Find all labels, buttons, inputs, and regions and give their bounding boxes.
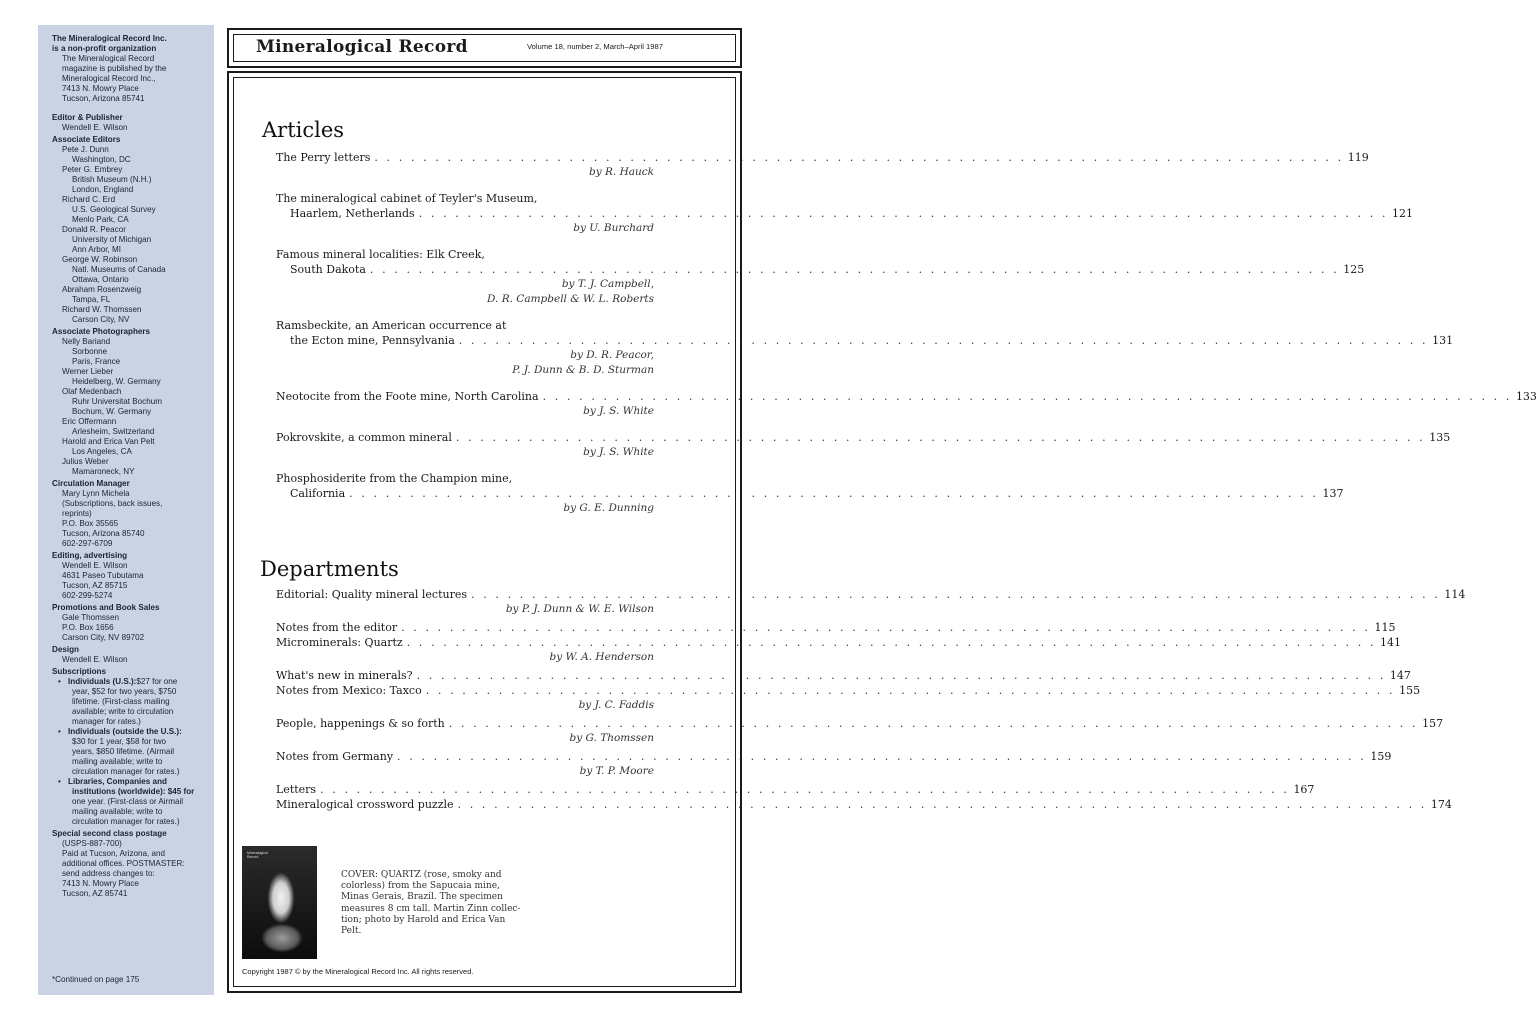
subscription-lead: Individuals (U.S.): — [68, 677, 137, 686]
associate-editors-list — [52, 145, 208, 325]
department-title-row — [276, 620, 1396, 635]
department-page-number: 167 — [1293, 783, 1315, 796]
subscription-text: circulation manager for rates.) — [72, 817, 180, 826]
article-entry — [276, 430, 1451, 460]
publisher-line: is a non-profit organization — [52, 44, 157, 53]
person-name: Pete J. Dunn — [62, 145, 109, 154]
publisher-line: Tucson, Arizona 85741 — [62, 94, 145, 103]
person-affiliation: Ann Arbor, MI — [72, 245, 122, 254]
dot-leader: . . . . . . . . . . . . . . . . . . . . . . . . . . . . . . . . . . . . . . . . . . . . . . . . . . . . . . . . . . . . . . . . . . . . . . . . . . . . . . . . — [425, 684, 1396, 697]
dot-leader: . . . . . . . . . . . . . . . . . . . . . . . . . . . . . . . . . . . . . . . . . . . . . . . . . . . . . . . . . . . . . . . . . . . . . . . . . . . . . . . . — [397, 750, 1367, 763]
article-page-number: 137 — [1322, 487, 1344, 500]
publisher-line: magazine is published by the — [62, 64, 167, 73]
person-affiliation: Sorbonne — [72, 347, 108, 356]
subscriptions-list — [52, 677, 208, 827]
article-entry — [276, 150, 1369, 180]
article-title: the Ecton mine, Pennsylvania — [290, 334, 455, 347]
publisher-block — [52, 34, 208, 104]
department-page-number: 174 — [1430, 798, 1452, 811]
article-title: Pokrovskite, a common mineral — [276, 431, 452, 444]
person-affiliation: Ottawa, Ontario — [72, 275, 129, 284]
cover-caption — [341, 870, 521, 937]
article-title: California — [290, 487, 346, 500]
continued-note: *Continued on page 175 — [52, 975, 140, 984]
info-line: (Subscriptions, back issues, — [62, 499, 163, 508]
copyright-notice: Copyright 1987 © by the Mineralogical Record Inc. All rights reserved. — [242, 967, 474, 976]
cover-logo: Mineralogical Record — [247, 851, 268, 859]
articles-heading: Articles — [262, 118, 345, 142]
info-line: Paid at Tucson, Arizona, and — [62, 849, 166, 858]
dot-leader: . . . . . . . . . . . . . . . . . . . . . . . . . . . . . . . . . . . . . . . . . . . . . . . . . . . . . . . . . . . . . . . . . . . . . . . . . . . . . . . . — [448, 717, 1419, 730]
articles-list — [276, 150, 1537, 527]
article-author: D. R. Campbell & W. L. Roberts — [486, 293, 654, 305]
person-affiliation: Menlo Park, CA — [72, 215, 129, 224]
design-lines — [52, 655, 208, 665]
person-affiliation: U.S. Geological Survey — [72, 205, 156, 214]
person-name: Peter G. Embrey — [62, 165, 123, 174]
department-title-row — [276, 797, 1452, 812]
dot-leader: . . . . . . . . . . . . . . . . . . . . . . . . . . . . . . . . . . . . . . . . . . . . . . . . . . . . . . . . . . . . . . . . . . . . . . . . . . . . . . . . — [406, 636, 1377, 649]
subscription-text: manager for rates.) — [72, 717, 141, 726]
bullet-icon: • — [58, 677, 61, 686]
cover-image — [242, 846, 317, 959]
article-page-number: 125 — [1343, 263, 1365, 276]
article-title: Famous mineral localities: Elk Creek, — [276, 248, 485, 261]
editor-heading: Editor & Publisher — [52, 113, 123, 122]
editor-name: Wendell E. Wilson — [62, 123, 128, 132]
person-affiliation: Paris, France — [72, 357, 121, 366]
subscription-text: mailing available; write to — [72, 757, 163, 766]
person-name: Eric Offermann — [62, 417, 117, 426]
dot-leader: . . . . . . . . . . . . . . . . . . . . . . . . . . . . . . . . . . . . . . . . . . . . . . . . . . . . . . . . . . . . . . . . . . . . . . . . . . . . . . . . — [349, 487, 1319, 500]
department-title: What's new in minerals? — [276, 669, 413, 682]
circulation-lines — [52, 489, 208, 549]
info-line: 602-297-6709 — [62, 539, 113, 548]
photographers-list — [52, 337, 208, 477]
department-title: Notes from Mexico: Taxco — [276, 684, 422, 697]
caption-line: measures 8 cm tall. Martin Zinn collec- — [341, 903, 521, 914]
subscriptions-heading: Subscriptions — [52, 667, 106, 676]
article-entry — [276, 247, 1365, 307]
dot-leader: . . . . . . . . . . . . . . . . . . . . . . . . . . . . . . . . . . . . . . . . . . . . . . . . . . . . . . . . . . . . . . . . . . . . . . . . . . . . . . . . — [457, 798, 1427, 811]
article-author: by J. S. White — [583, 446, 654, 458]
person-affiliation: British Museum (N.H.) — [72, 175, 152, 184]
caption-line: Minas Gerais, Brazil. The specimen — [341, 892, 503, 903]
article-title: Phosphosiderite from the Champion mine, — [276, 472, 513, 485]
article-title-row — [276, 150, 1369, 165]
department-page-number: 114 — [1444, 588, 1466, 601]
subscription-text: $27 for one — [136, 677, 178, 686]
dot-leader: . . . . . . . . . . . . . . . . . . . . . . . . . . . . . . . . . . . . . . . . . . . . . . . . . . . . . . . . . . . . . . . . . . . . . . . . . . . . . . . . — [416, 669, 1386, 682]
promotions-lines — [52, 613, 208, 643]
person-affiliation: University of Michigan — [72, 235, 152, 244]
person-affiliation: Natl. Museums of Canada — [72, 265, 166, 274]
department-entry — [276, 668, 1411, 683]
info-line: Wendell E. Wilson — [62, 561, 128, 570]
publisher-line: The Mineralogical Record Inc. — [52, 34, 167, 43]
subscription-item — [52, 777, 208, 787]
department-author: by P. J. Dunn & W. E. Wilson — [505, 603, 654, 615]
department-title-row — [276, 635, 1402, 650]
article-title-row — [276, 206, 1414, 221]
article-author: by T. J. Campbell, — [561, 278, 654, 290]
departments-list — [276, 587, 1466, 812]
person-name: George W. Robinson — [62, 255, 138, 264]
department-page-number: 159 — [1370, 750, 1392, 763]
person-name: Harold and Erica Van Pelt — [62, 437, 155, 446]
info-line: Tucson, AZ 85741 — [62, 889, 128, 898]
subscription-lead: Individuals (outside the U.S.): — [68, 727, 182, 736]
person-affiliation: Los Angeles, CA — [72, 447, 132, 456]
bullet-icon: • — [58, 777, 61, 786]
postage-lines — [52, 839, 208, 899]
caption-line: tion; photo by Harold and Erica Van — [341, 914, 506, 925]
person-name: Abraham Rosenzweig — [62, 285, 142, 294]
person-name: Richard W. Thomssen — [62, 305, 142, 314]
department-title-row — [276, 749, 1392, 764]
dot-leader: . . . . . . . . . . . . . . . . . . . . . . . . . . . . . . . . . . . . . . . . . . . . . . . . . . . . . . . . . . . . . . . . . . . . . . . . . . . . . . . . — [455, 431, 1426, 444]
editing-heading: Editing, advertising — [52, 551, 128, 560]
subscription-text: year, $52 for two years, $750 — [72, 687, 177, 696]
publisher-line: Mineralogical Record Inc., — [62, 74, 156, 83]
department-title: Notes from the editor — [276, 621, 398, 634]
departments-heading: Departments — [260, 557, 399, 581]
department-title-row — [276, 782, 1315, 797]
dot-leader: . . . . . . . . . . . . . . . . . . . . . . . . . . . . . . . . . . . . . . . . . . . . . . . . . . . . . . . . . . . . . . . . . . . . . . . . . . . . . . . . — [542, 390, 1512, 403]
publisher-line: 7413 N. Mowry Place — [62, 84, 139, 93]
article-title: The mineralogical cabinet of Teyler's Museum, — [276, 192, 538, 205]
department-author: by G. Thomssen — [569, 732, 654, 744]
magazine-title: Mineralogical Record — [256, 37, 468, 57]
department-entry — [276, 749, 1392, 779]
person-affiliation: Carson City, NV — [72, 315, 130, 324]
photographers-heading: Associate Photographers — [52, 327, 151, 336]
person-affiliation: Heidelberg, W. Germany — [72, 377, 161, 386]
department-author: by T. P. Moore — [579, 765, 654, 777]
info-line: 7413 N. Mowry Place — [62, 879, 139, 888]
dot-leader: . . . . . . . . . . . . . . . . . . . . . . . . . . . . . . . . . . . . . . . . . . . . . . . . . . . . . . . . . . . . . . . . . . . . . . . . . . . . . . . . — [418, 207, 1389, 220]
info-line: Tucson, AZ 85715 — [62, 581, 128, 590]
person-affiliation: Mamaroneck, NY — [72, 467, 135, 476]
article-author: by U. Burchard — [573, 222, 654, 234]
department-title-row — [276, 668, 1411, 683]
info-line: send address changes to: — [62, 869, 155, 878]
department-entry — [276, 620, 1396, 635]
subscription-text: institutions (worldwide): $45 for — [72, 787, 195, 796]
info-line: 4631 Paseo Tubutama — [62, 571, 144, 580]
info-line: (USPS-887-700) — [62, 839, 122, 848]
department-title: Microminerals: Quartz — [276, 636, 403, 649]
article-title: Neotocite from the Foote mine, North Carolina — [276, 390, 539, 403]
department-author: by W. A. Henderson — [549, 651, 654, 663]
subscription-item — [52, 727, 208, 737]
associate-editors-heading: Associate Editors — [52, 135, 121, 144]
department-page-number: 155 — [1399, 684, 1421, 697]
article-entry — [276, 389, 1537, 419]
article-entry — [276, 191, 1414, 236]
article-title: South Dakota — [290, 263, 366, 276]
subscription-text: $30 for 1 year, $58 for two — [72, 737, 167, 746]
publisher-line: The Mineralogical Record — [62, 54, 155, 63]
article-entry — [276, 318, 1454, 378]
article-entry — [276, 471, 1344, 516]
department-title-row — [276, 587, 1466, 602]
bullet-icon: • — [58, 727, 61, 736]
article-title: Ramsbeckite, an American occurrence at — [276, 319, 507, 332]
info-line: 602-299-5274 — [62, 591, 113, 600]
staff-block — [52, 113, 208, 899]
person-affiliation: Arlesheim, Switzerland — [72, 427, 155, 436]
person-name: Olaf Medenbach — [62, 387, 122, 396]
article-page-number: 133 — [1515, 390, 1537, 403]
department-entry — [276, 716, 1444, 746]
department-page-number: 115 — [1374, 621, 1396, 634]
person-affiliation: London, England — [72, 185, 134, 194]
issue-info: Volume 18, number 2, March–April 1987 — [527, 42, 663, 51]
info-line: Tucson, Arizona 85740 — [62, 529, 145, 538]
article-author: by G. E. Dunning — [563, 502, 654, 514]
info-line: reprints) — [62, 509, 92, 518]
department-entry — [276, 782, 1315, 797]
caption-line: colorless) from the Sapucaia mine, — [341, 881, 500, 892]
person-name: Julius Weber — [62, 457, 109, 466]
person-name: Donald R. Peacor — [62, 225, 126, 234]
info-line: Wendell E. Wilson — [62, 655, 128, 664]
article-author: by R. Hauck — [589, 166, 654, 178]
subscription-lead: Libraries, Companies and — [68, 777, 167, 786]
department-title: Letters — [276, 783, 317, 796]
article-title-row — [276, 262, 1365, 277]
article-title-row — [276, 486, 1344, 501]
subscription-text: lifetime. (First-class mailing — [72, 697, 170, 706]
dot-leader: . . . . . . . . . . . . . . . . . . . . . . . . . . . . . . . . . . . . . . . . . . . . . . . . . . . . . . . . . . . . . . . . . . . . . . . . . . . . . . . . — [374, 151, 1344, 164]
subscription-item — [52, 677, 208, 687]
dot-leader: . . . . . . . . . . . . . . . . . . . . . . . . . . . . . . . . . . . . . . . . . . . . . . . . . . . . . . . . . . . . . . . . . . . . . . . . . . . . . . . . — [458, 334, 1429, 347]
person-name: Richard C. Erd — [62, 195, 116, 204]
info-line: P.O. Box 35565 — [62, 519, 119, 528]
subscription-text: years, $850 lifetime. (Airmail — [72, 747, 175, 756]
masthead-sidebar — [38, 25, 214, 995]
design-heading: Design — [52, 645, 79, 654]
person-name: Werner Lieber — [62, 367, 114, 376]
subscription-text: mailing available; write to — [72, 807, 163, 816]
article-author: by J. S. White — [583, 405, 654, 417]
article-author: P. J. Dunn & B. D. Sturman — [512, 364, 654, 376]
article-title-row — [276, 333, 1454, 348]
department-page-number: 141 — [1380, 636, 1402, 649]
subscription-text: circulation manager for rates.) — [72, 767, 180, 776]
circulation-heading: Circulation Manager — [52, 479, 130, 488]
subscription-text: one year. (First-class or Airmail — [72, 797, 184, 806]
info-line: Gale Thomssen — [62, 613, 119, 622]
department-title: Mineralogical crossword puzzle — [276, 798, 454, 811]
article-page-number: 121 — [1392, 207, 1414, 220]
article-title: The Perry letters — [276, 151, 371, 164]
department-entry — [276, 683, 1421, 713]
subscription-text: available; write to circulation — [72, 707, 174, 716]
dot-leader: . . . . . . . . . . . . . . . . . . . . . . . . . . . . . . . . . . . . . . . . . . . . . . . . . . . . . . . . . . . . . . . . . . . . . . . . . . . . . . . . — [369, 263, 1340, 276]
person-affiliation: Washington, DC — [72, 155, 131, 164]
info-line: P.O. Box 1656 — [62, 623, 114, 632]
promotions-heading: Promotions and Book Sales — [52, 603, 160, 612]
info-line: Mary Lynn Michela — [62, 489, 130, 498]
dot-leader: . . . . . . . . . . . . . . . . . . . . . . . . . . . . . . . . . . . . . . . . . . . . . . . . . . . . . . . . . . . . . . . . . . . . . . . . . . . . . . . . — [401, 621, 1371, 634]
article-page-number: 131 — [1432, 334, 1454, 347]
dot-leader: . . . . . . . . . . . . . . . . . . . . . . . . . . . . . . . . . . . . . . . . . . . . . . . . . . . . . . . . . . . . . . . . . . . . . . . . . . . . . . . . — [320, 783, 1290, 796]
editing-lines — [52, 561, 208, 601]
person-affiliation: Tampa, FL — [72, 295, 111, 304]
caption-line: Pelt. — [341, 926, 362, 937]
info-line: additional offices. POSTMASTER: — [62, 859, 185, 868]
department-title: Editorial: Quality mineral lectures — [276, 588, 467, 601]
department-entry — [276, 797, 1452, 812]
article-page-number: 135 — [1429, 431, 1451, 444]
article-title-row — [276, 389, 1537, 404]
info-line: Carson City, NV 89702 — [62, 633, 145, 642]
department-title: Notes from Germany — [276, 750, 394, 763]
department-entry — [276, 635, 1402, 665]
department-author: by J. C. Faddis — [578, 699, 654, 711]
caption-line: COVER: QUARTZ (rose, smoky and — [341, 870, 502, 880]
person-affiliation: Bochum, W. Germany — [72, 407, 152, 416]
department-page-number: 147 — [1389, 669, 1411, 682]
article-title: Haarlem, Netherlands — [290, 207, 415, 220]
article-author: by D. R. Peacor, — [570, 349, 654, 361]
department-title: People, happenings & so forth — [276, 717, 445, 730]
department-entry — [276, 587, 1466, 617]
article-title-row — [276, 430, 1451, 445]
department-title-row — [276, 683, 1421, 698]
person-name: Nelly Bariand — [62, 337, 111, 346]
person-affiliation: Ruhr Universitat Bochum — [72, 397, 162, 406]
department-page-number: 157 — [1422, 717, 1444, 730]
department-title-row — [276, 716, 1444, 731]
dot-leader: . . . . . . . . . . . . . . . . . . . . . . . . . . . . . . . . . . . . . . . . . . . . . . . . . . . . . . . . . . . . . . . . . . . . . . . . . . . . . . . . — [471, 588, 1441, 601]
article-page-number: 119 — [1347, 151, 1369, 164]
postage-heading: Special second class postage — [52, 829, 167, 838]
